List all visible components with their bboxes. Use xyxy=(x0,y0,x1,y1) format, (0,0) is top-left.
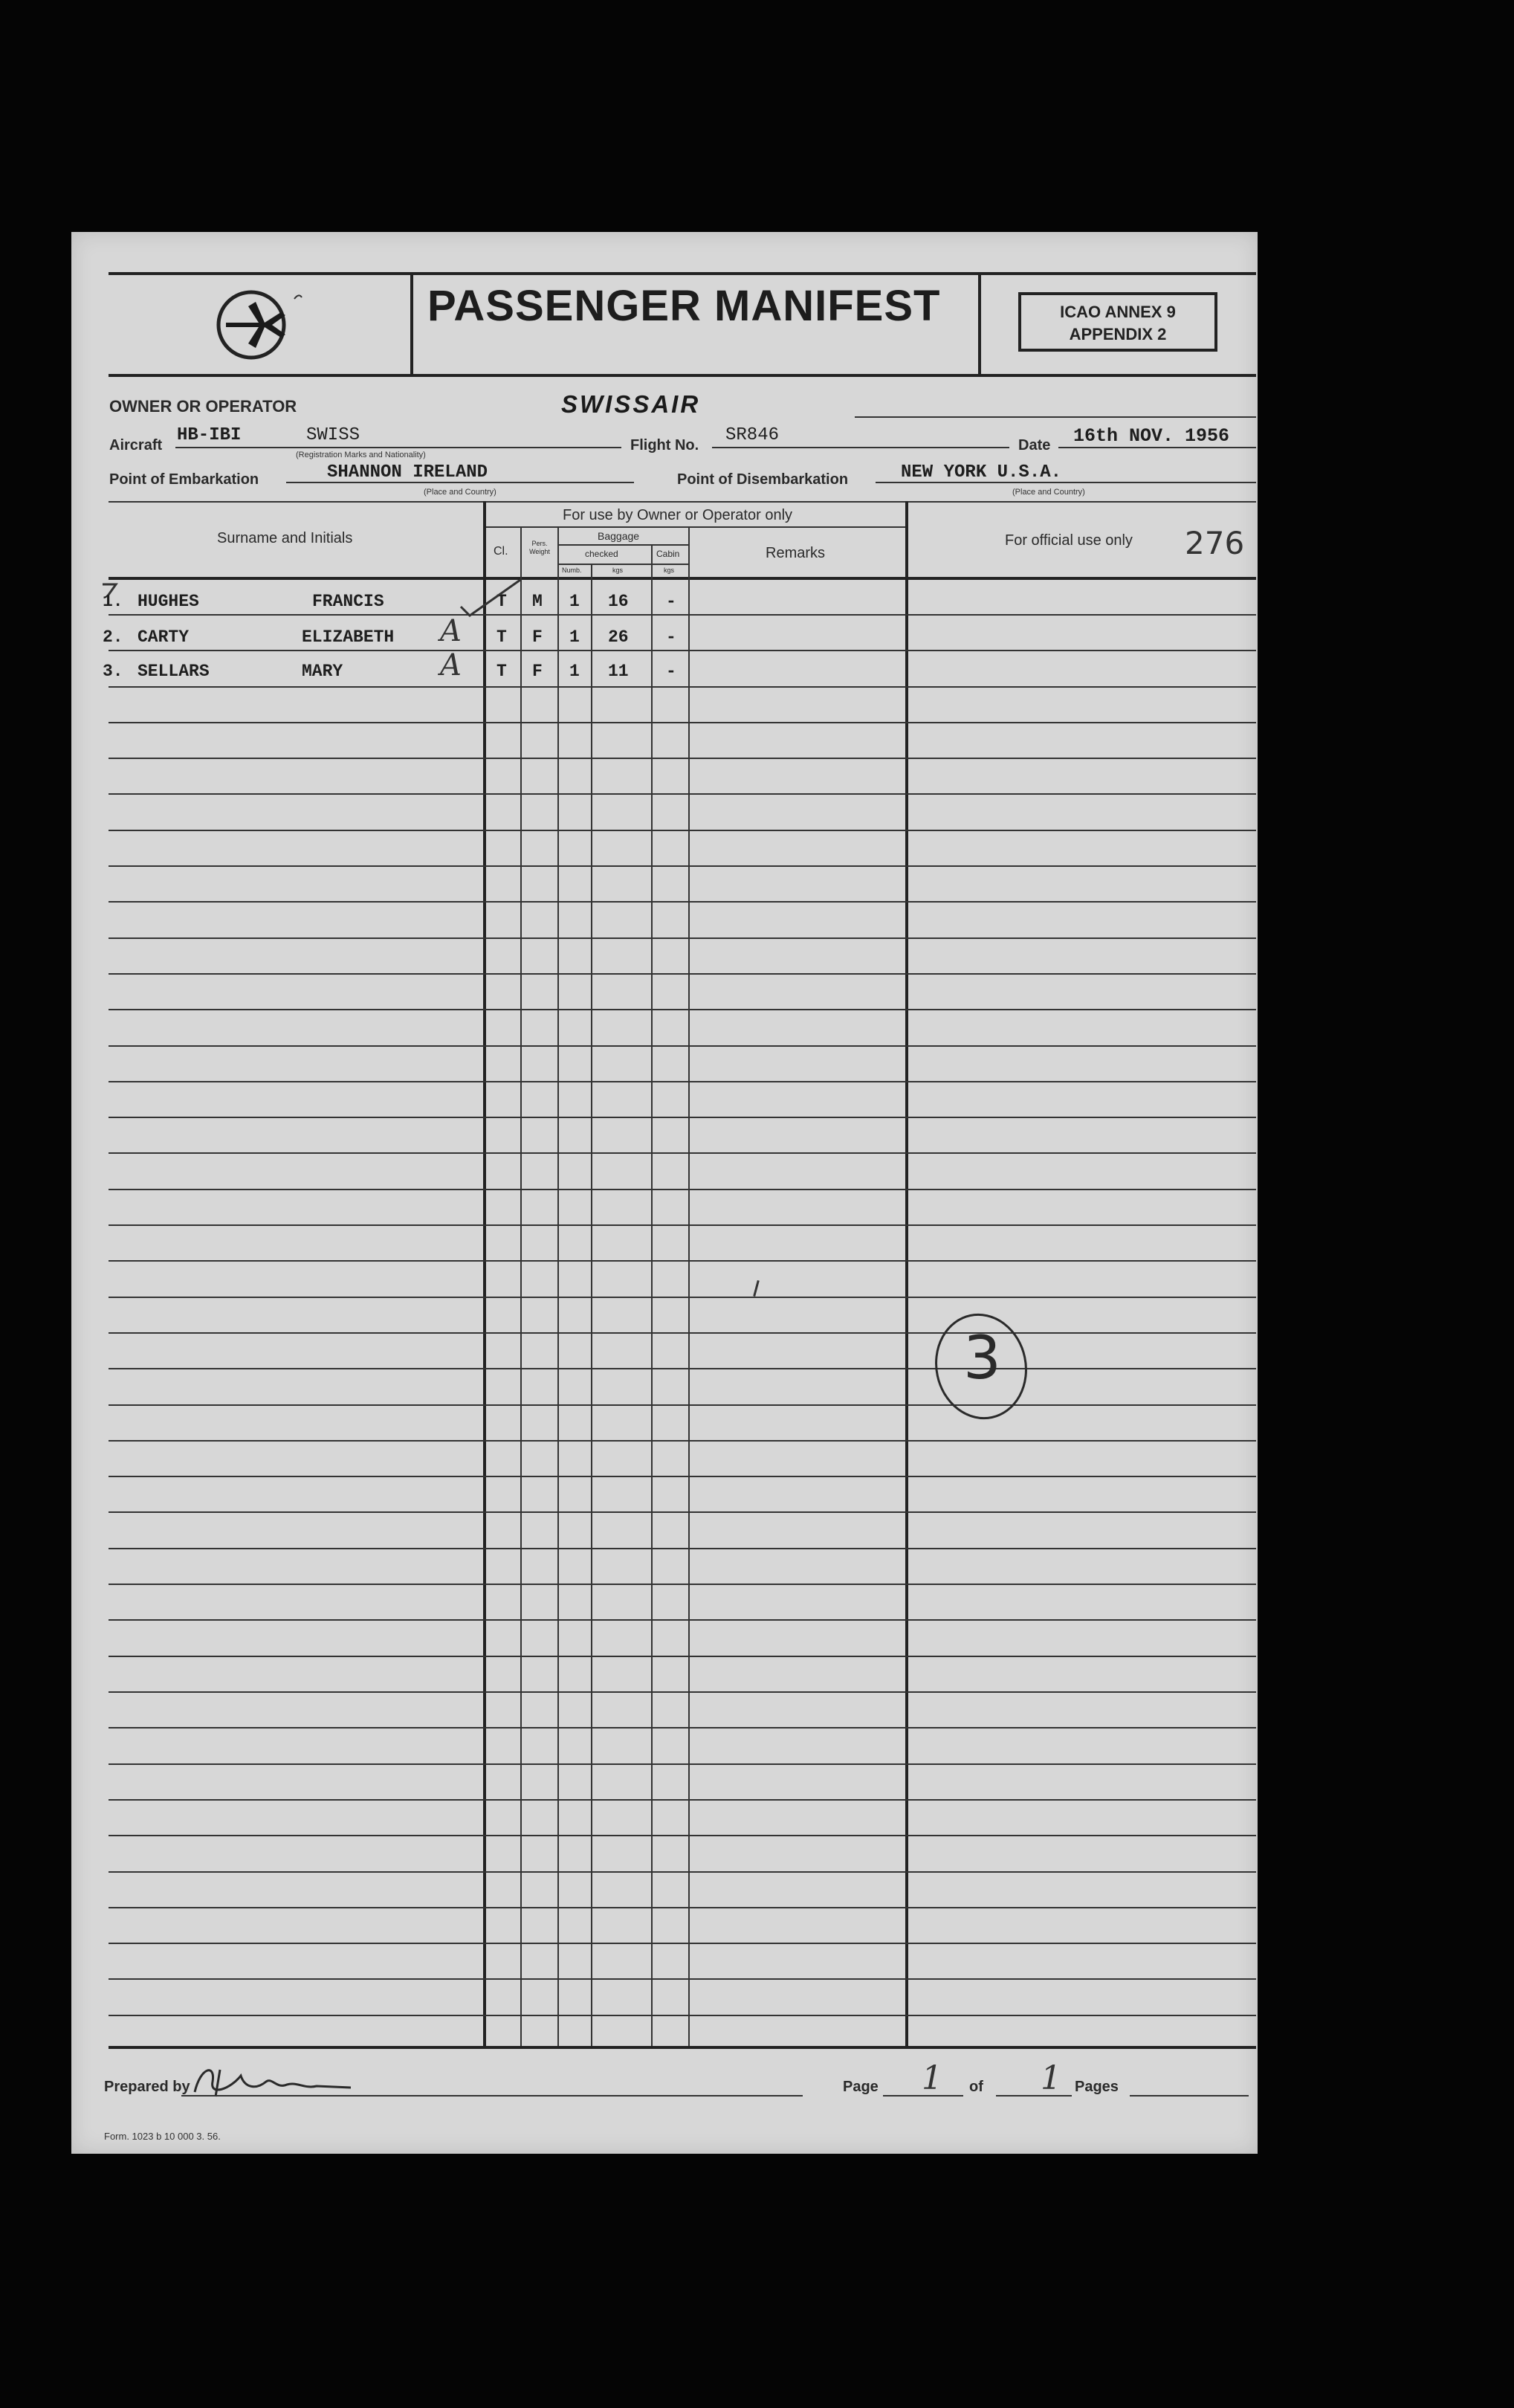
passenger-number: 3. xyxy=(103,662,123,681)
header-top-rule xyxy=(109,272,1256,275)
passenger-given-name: FRANCIS xyxy=(312,592,384,611)
circled-count: 3 xyxy=(963,1323,1001,1392)
flight-rule xyxy=(712,447,1009,448)
signature-icon xyxy=(186,2059,357,2104)
ruled-line xyxy=(109,1799,1256,1801)
passenger-class: T xyxy=(496,592,507,611)
baggage-kgs: 26 xyxy=(608,627,629,647)
cabin-header: Cabin xyxy=(656,549,680,559)
baggage-kgs: 11 xyxy=(608,662,629,681)
baggage-count: 1 xyxy=(569,627,580,647)
passenger-number: 2. xyxy=(103,627,123,647)
ruled-line xyxy=(109,1009,1256,1010)
ruled-line xyxy=(109,614,1256,616)
ruled-line xyxy=(109,1548,1256,1549)
ruled-line xyxy=(109,1152,1256,1154)
ruled-line xyxy=(109,1943,1256,1944)
owner-use-rule xyxy=(485,526,905,528)
aircraft-label: Aircraft xyxy=(109,437,163,453)
ruled-line xyxy=(109,1332,1256,1334)
col-divider-kgs xyxy=(651,544,653,2047)
embark-note: (Place and Country) xyxy=(424,488,496,497)
ruled-line xyxy=(109,1117,1256,1118)
disembark-rule xyxy=(876,482,1256,483)
col-divider-remarks xyxy=(905,501,908,2047)
cabin-baggage: - xyxy=(666,662,676,681)
ruled-line xyxy=(109,1224,1256,1226)
form-number: Form. 1023 b 10 000 3. 56. xyxy=(104,2131,221,2142)
passenger-given-name: MARY xyxy=(302,662,343,681)
prepared-rule xyxy=(181,2095,803,2096)
tick-mark-icon xyxy=(100,581,122,596)
passenger-sex: M xyxy=(532,592,543,611)
icao-line-1: ICAO ANNEX 9 xyxy=(1060,303,1176,321)
ruled-line xyxy=(109,1978,1256,1980)
ruled-line xyxy=(109,1511,1256,1513)
numb-header: Numb. xyxy=(562,567,582,574)
checked-header: checked xyxy=(585,549,618,559)
flight-label: Flight No. xyxy=(630,437,699,453)
embark-label: Point of Embarkation xyxy=(109,471,259,488)
page-number: 1 xyxy=(922,2059,942,2097)
ruled-line xyxy=(109,1476,1256,1477)
ruled-line xyxy=(109,865,1256,867)
disembark-note: (Place and Country) xyxy=(1012,488,1085,497)
icao-line-2: APPENDIX 2 xyxy=(1069,325,1167,343)
passenger-sex: F xyxy=(532,662,543,681)
pages-label: Pages xyxy=(1075,2079,1119,2095)
kgs2-header: kgs xyxy=(664,567,675,574)
baggage-header: Baggage xyxy=(598,530,640,542)
cabin-baggage: - xyxy=(666,627,676,647)
surname-header: Surname and Initials xyxy=(217,530,353,546)
passenger-number: 1. xyxy=(103,592,123,611)
ruled-line xyxy=(109,758,1256,759)
ruled-line xyxy=(109,686,1256,688)
prepared-label: Prepared by xyxy=(104,2079,190,2095)
ruled-line xyxy=(109,973,1256,975)
table-bottom-rule xyxy=(109,2046,1256,2049)
checked-rule xyxy=(559,564,690,565)
operator-name: SWISSAIR xyxy=(561,390,701,418)
reg-note: (Registration Marks and Nationality) xyxy=(296,451,426,459)
ruled-line xyxy=(109,2015,1256,2016)
swissair-logo-icon xyxy=(213,284,309,366)
pages-total: 1 xyxy=(1041,2059,1061,2097)
passenger-surname: CARTY xyxy=(138,627,190,647)
ruled-line xyxy=(109,1763,1256,1765)
aircraft-rule xyxy=(175,447,621,448)
aircraft-reg: HB-IBI xyxy=(177,425,242,445)
passenger-sex: F xyxy=(532,627,543,647)
owner-label: OWNER OR OPERATOR xyxy=(109,397,297,416)
col-divider-name xyxy=(483,501,486,2047)
handwritten-mark: A xyxy=(440,648,462,682)
owner-use-label: For use by Owner or Operator only xyxy=(563,507,793,523)
aircraft-nationality: SWISS xyxy=(306,425,360,445)
baggage-count: 1 xyxy=(569,662,580,681)
ruled-line xyxy=(109,1297,1256,1298)
header-bottom-rule xyxy=(109,374,1256,377)
ruled-line xyxy=(109,1404,1256,1406)
embark-rule xyxy=(286,482,634,483)
ruled-line xyxy=(109,1619,1256,1621)
embark-value: SHANNON IRELAND xyxy=(327,462,488,482)
owner-rule xyxy=(855,416,1256,418)
passenger-class: T xyxy=(496,627,507,647)
table-top-rule xyxy=(109,501,1256,503)
header-divider-right xyxy=(978,272,981,374)
pages-rule xyxy=(996,2095,1072,2096)
official-use-label: For official use only xyxy=(1005,532,1133,549)
disembark-label: Point of Disembarkation xyxy=(677,471,849,488)
ruled-line xyxy=(109,1656,1256,1657)
date-rule xyxy=(1058,447,1256,448)
baggage-rule xyxy=(559,544,690,546)
disembark-value: NEW YORK U.S.A. xyxy=(901,462,1062,482)
col-divider-cl xyxy=(520,526,522,2047)
form-title: PASSENGER MANIFEST xyxy=(427,282,941,330)
ruled-line xyxy=(109,1045,1256,1047)
ruled-line xyxy=(109,793,1256,795)
ruled-line xyxy=(109,1189,1256,1190)
cl-header: Cl. xyxy=(494,545,508,558)
kgs-header: kgs xyxy=(612,567,624,574)
official-number: 276 xyxy=(1185,525,1245,561)
ruled-line xyxy=(109,722,1256,723)
ruled-line xyxy=(109,830,1256,831)
flight-no: SR846 xyxy=(725,425,780,445)
page-rule xyxy=(883,2095,963,2096)
ruled-line xyxy=(109,1440,1256,1442)
ruled-line xyxy=(109,1835,1256,1836)
ruled-line xyxy=(109,650,1256,651)
col-divider-cabin xyxy=(688,526,690,2047)
header-divider-left xyxy=(410,272,413,374)
page-label: Page xyxy=(843,2079,879,2095)
ruled-line xyxy=(109,1691,1256,1693)
col-divider-numb xyxy=(591,564,592,2047)
passenger-given-name: ELIZABETH xyxy=(302,627,395,647)
pers-weight-header: Pers. Weight xyxy=(529,540,550,555)
baggage-kgs: 16 xyxy=(608,592,629,611)
ruled-line xyxy=(109,1081,1256,1082)
icao-box xyxy=(1018,292,1217,352)
date-label: Date xyxy=(1018,437,1051,453)
pages-tail-rule xyxy=(1130,2095,1249,2096)
col-divider-pers xyxy=(557,526,559,2047)
ruled-line xyxy=(109,1907,1256,1908)
ruled-line xyxy=(109,937,1256,939)
passenger-surname: SELLARS xyxy=(138,662,210,681)
ruled-line xyxy=(109,1260,1256,1262)
ruled-line xyxy=(109,1368,1256,1369)
remarks-header: Remarks xyxy=(766,545,826,561)
ruled-line xyxy=(109,1871,1256,1873)
passenger-surname: HUGHES xyxy=(138,592,199,611)
checkmark-icon xyxy=(458,577,525,619)
of-label: of xyxy=(969,2079,983,2095)
ruled-line xyxy=(109,1727,1256,1728)
passenger-class: T xyxy=(496,662,507,681)
ruled-line xyxy=(109,1584,1256,1585)
date-value: 16th NOV. 1956 xyxy=(1073,425,1230,447)
baggage-count: 1 xyxy=(569,592,580,611)
handwritten-mark: A xyxy=(440,614,462,648)
table-header-bottom-rule xyxy=(109,577,1256,580)
ruled-line xyxy=(109,901,1256,903)
cabin-baggage: - xyxy=(666,592,676,611)
